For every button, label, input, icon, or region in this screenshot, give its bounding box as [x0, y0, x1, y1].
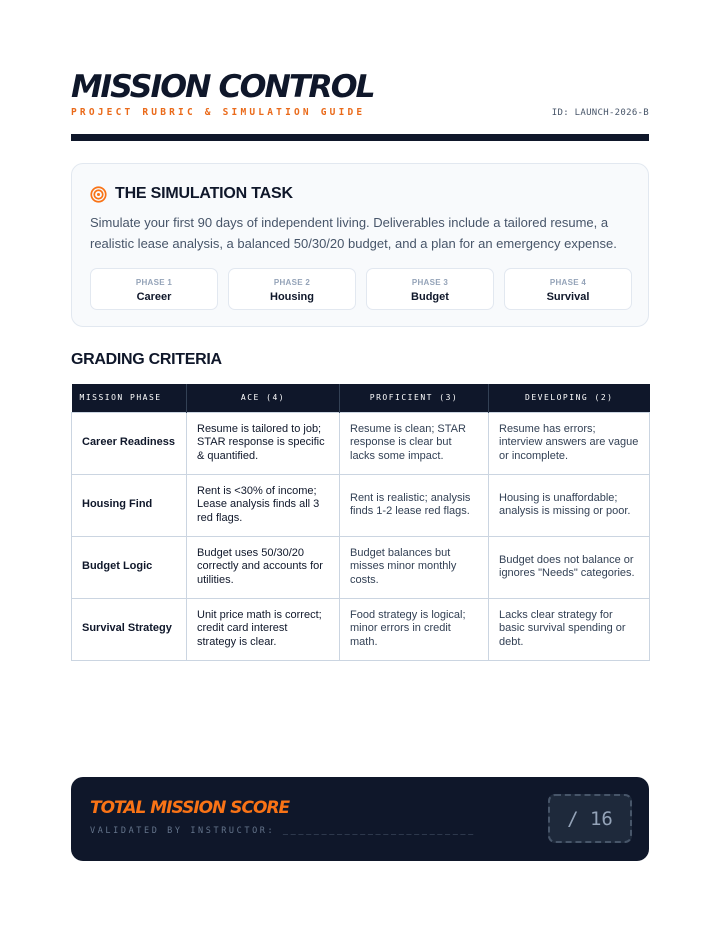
header-divider [71, 134, 649, 141]
phase-card [504, 268, 632, 310]
phase-number: PHASE 1 [135, 278, 173, 287]
ace-cell: Resume is tailored to job; STAR response is specific & quantified. [187, 412, 340, 474]
page-title: MISSION CONTROL [71, 69, 374, 105]
table-row [72, 598, 650, 660]
phase-name: Housing [270, 291, 314, 303]
mission-phase-cell: Housing Find [72, 474, 187, 536]
task-heading [90, 184, 293, 204]
ace-cell: Budget uses 50/30/20 correctly and accounts for utilities. [187, 536, 340, 598]
phase-number: PHASE 4 [549, 278, 587, 287]
ace-cell: Unit price math is correct; credit card interest strategy is clear. [187, 598, 340, 660]
page-header [71, 69, 649, 118]
table-row [72, 412, 650, 474]
phase-name: Survival [546, 291, 590, 303]
phase-name: Career [136, 291, 172, 303]
column-header: ACE (4) [187, 384, 340, 412]
phase-card [366, 268, 494, 310]
phase-number: PHASE 2 [273, 278, 311, 287]
developing-cell: Lacks clear strategy for basic survival spending or debt. [489, 598, 650, 660]
proficient-cell: Budget balances but misses minor monthly costs. [340, 536, 489, 598]
developing-cell: Housing is unaffordable; analysis is missing or poor. [489, 474, 650, 536]
developing-cell: Resume has errors; interview answers are vague or incomplete. [489, 412, 650, 474]
table-header-row [72, 384, 650, 412]
target-icon [90, 186, 107, 203]
total-score-label: TOTAL MISSION SCORE [90, 798, 290, 818]
phase-name: Budget [411, 291, 449, 303]
subtitle-row [71, 107, 649, 121]
mission-phase-cell: Career Readiness [72, 412, 187, 474]
proficient-cell: Resume is clean; STAR response is clear but lacks some impact. [340, 412, 489, 474]
grading-rubric-table [71, 384, 650, 661]
column-header: PROFICIENT (3) [340, 384, 489, 412]
score-box[interactable]: / 16 [548, 794, 632, 843]
table-row [72, 474, 650, 536]
proficient-cell: Food strategy is logical; minor errors in credit math. [340, 598, 489, 660]
phase-card [228, 268, 356, 310]
grading-criteria-heading: GRADING CRITERIA [71, 351, 222, 368]
instructor-validation-line: VALIDATED BY INSTRUCTOR: _________________________ [90, 826, 476, 836]
phase-card [90, 268, 218, 310]
column-header: MISSION PHASE [72, 384, 187, 412]
mission-phase-cell: Survival Strategy [72, 598, 187, 660]
mission-phase-cell: Budget Logic [72, 536, 187, 598]
task-title: THE SIMULATION TASK [115, 185, 293, 202]
developing-cell: Budget does not balance or ignores "Needs" categories. [489, 536, 650, 598]
page-subtitle: PROJECT RUBRIC & SIMULATION GUIDE [71, 107, 366, 118]
simulation-task-panel [71, 163, 649, 327]
phase-list [90, 268, 632, 310]
table-row [72, 536, 650, 598]
score-footer [71, 777, 649, 861]
task-description: Simulate your first 90 days of independent living. Deliverables include a tailored resume, a realistic lease analysis, a balanced 50/30/20 budget, and a plan for an emergency expense. [90, 215, 617, 251]
column-header: DEVELOPING (2) [489, 384, 650, 412]
document-id: ID: LAUNCH-2026-B [551, 108, 649, 118]
proficient-cell: Rent is realistic; analysis finds 1-2 lease red flags. [340, 474, 489, 536]
phase-number: PHASE 3 [411, 278, 449, 287]
ace-cell: Rent is <30% of income; Lease analysis finds all 3 red flags. [187, 474, 340, 536]
